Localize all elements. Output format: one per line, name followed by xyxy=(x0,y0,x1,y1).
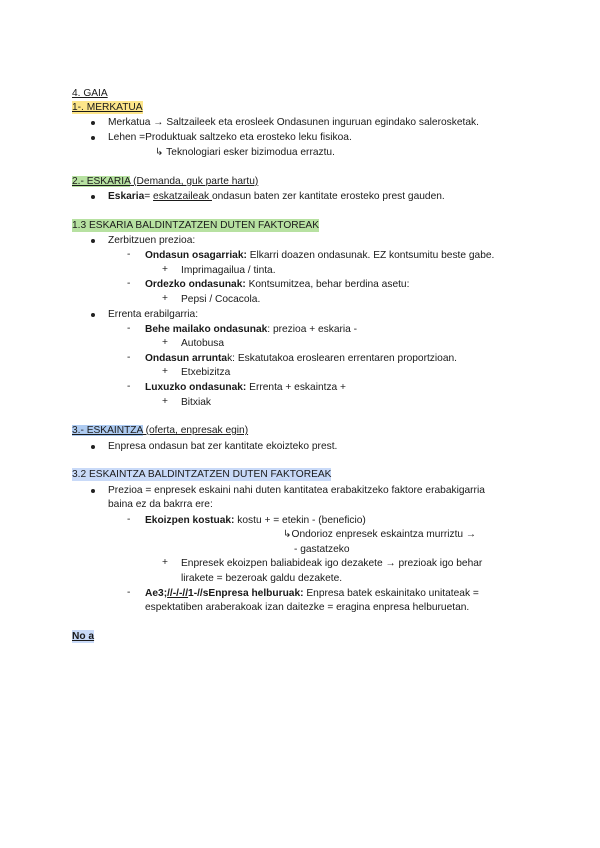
s13-dash-5 xyxy=(145,381,346,394)
bullet-icon xyxy=(91,489,95,493)
s32-sub-note-2: - gastatzeko xyxy=(294,544,350,555)
term-desc: Elkarri doazen ondasunak. EZ kontsumitu beste gabe. xyxy=(246,250,495,261)
chapter-heading: 4. GAIA xyxy=(72,88,108,99)
s13-bullet-1: Zerbitzuen prezioa: xyxy=(108,235,196,246)
s13-dash-4 xyxy=(145,352,457,365)
term: 1-//sEnpresa helburuak: xyxy=(188,588,304,599)
equals: = xyxy=(144,191,154,202)
term-desc: kostu + = etekin - (beneficio) xyxy=(234,515,366,526)
term: Behe mailako ondasunak xyxy=(145,324,268,335)
s1-sub-note: ↳ Teknologiari esker bizimodua erraztu. xyxy=(155,147,335,158)
section-2-extra: (Demanda, guk parte hartu) xyxy=(130,176,259,187)
section-3-label: 3.- ESKAINTZA xyxy=(72,425,143,436)
s32-bullet-1-line-1: Prezioa = enpresek eskaini nahi duten kantitatea erabakitzeko faktore erabakigarria xyxy=(108,485,485,496)
s1-bullet-1: Merkatua → Saltzaileek eta erosleek Ondasunen inguruan egindako salerosketak. xyxy=(108,117,479,128)
dash-icon: - xyxy=(127,587,131,598)
s32-dash-1 xyxy=(145,514,366,527)
plus-icon: + xyxy=(162,337,168,348)
term: Ordezko ondasunak: xyxy=(145,279,246,290)
bullet-icon xyxy=(91,121,95,125)
garbled-underlined: //-/-// xyxy=(167,588,189,599)
term: Ondasun arrunta xyxy=(145,353,228,364)
s32-dash-2 xyxy=(145,587,479,600)
bullet-icon xyxy=(91,313,95,317)
term: Ekoizpen kostuak: xyxy=(145,515,235,526)
section-3-title xyxy=(72,424,248,437)
dash-icon: - xyxy=(127,352,131,363)
s13-dash-1 xyxy=(145,249,494,262)
bullet-icon xyxy=(91,239,95,243)
s13-plus-5: Bitxiak xyxy=(181,397,212,408)
section-1-3-title: 1.3 ESKARIA BALDINTZATZEN DUTEN FAKTOREAK xyxy=(72,220,320,231)
plus-icon: + xyxy=(162,366,168,377)
s3-bullet-1: Enpresa ondasun bat zer kantitate ekoizteko prest. xyxy=(108,441,338,452)
section-2-label: 2.- ESKARIA xyxy=(72,176,131,187)
term-desc: k: Eskatutakoa eroslearen errentaren proportzioan. xyxy=(227,353,457,364)
s13-plus-4: Etxebizitza xyxy=(181,367,231,378)
section-3-extra: (oferta, enpresak egin) xyxy=(142,425,249,436)
bullet-icon xyxy=(91,445,95,449)
s32-dash-2-line-2: espektatiben araberakoak izan daitezke = eragina enpresa helburuetan. xyxy=(145,602,470,613)
plus-icon: + xyxy=(162,557,168,568)
s13-dash-3 xyxy=(145,323,357,336)
section-2-title xyxy=(72,175,258,188)
plus-icon: + xyxy=(162,264,168,275)
plus-icon: + xyxy=(162,396,168,407)
term-desc: Errenta + eskaintza + xyxy=(246,382,346,393)
plus-icon: + xyxy=(162,293,168,304)
garbled-text: Ae3; xyxy=(145,588,168,599)
bullet-icon xyxy=(91,136,95,140)
s1-bullet-2: Lehen =Produktuak saltzeko eta erosteko leku fisikoa. xyxy=(108,132,352,143)
s32-plus-1-line-1: Enpresek ekoizpen baliabideak igo dezakete → prezioak igo behar xyxy=(181,558,483,569)
section-3-2-title: 3.2 ESKAINTZA BALDINTZATZEN DUTEN FAKTOREAK xyxy=(72,469,332,480)
section-1-title: 1-. MERKATUA xyxy=(72,102,143,113)
s32-bullet-1-line-2: baina ez da bakrra ere: xyxy=(108,499,213,510)
definition-text: ondasun baten zer kantitate erosteko prest gauden. xyxy=(211,191,445,202)
bullet-icon xyxy=(91,195,95,199)
s32-sub-note-1: ↳Ondorioz enpresek eskaintza murriztu → xyxy=(283,529,477,540)
term-desc: Kontsumitzea, behar berdina asetu: xyxy=(245,279,410,290)
underlined-word: eskatzaileak xyxy=(153,191,212,202)
trailing-heading: No a xyxy=(72,631,95,642)
term-eskaria: Eskaria xyxy=(108,191,145,202)
term-desc: Enpresa batek eskainitako unitateak = xyxy=(303,588,479,599)
dash-icon: - xyxy=(127,323,131,334)
s13-plus-2: Pepsi / Cocacola. xyxy=(181,294,261,305)
s13-plus-1: Imprimagailua / tinta. xyxy=(181,265,276,276)
s13-dash-2 xyxy=(145,278,409,291)
term: Ondasun osagarriak: xyxy=(145,250,247,261)
dash-icon: - xyxy=(127,278,131,289)
dash-icon: - xyxy=(127,249,131,260)
dash-icon: - xyxy=(127,381,131,392)
s2-bullet-1 xyxy=(108,190,445,203)
dash-icon: - xyxy=(127,514,131,525)
s13-bullet-2: Errenta erabilgarria: xyxy=(108,309,199,320)
term-desc: : prezioa + eskaria - xyxy=(267,324,358,335)
s13-plus-3: Autobusa xyxy=(181,338,225,349)
term: Luxuzko ondasunak: xyxy=(145,382,247,393)
s32-plus-1-line-2: lirakete = bezeroak galdu dezakete. xyxy=(181,573,343,584)
